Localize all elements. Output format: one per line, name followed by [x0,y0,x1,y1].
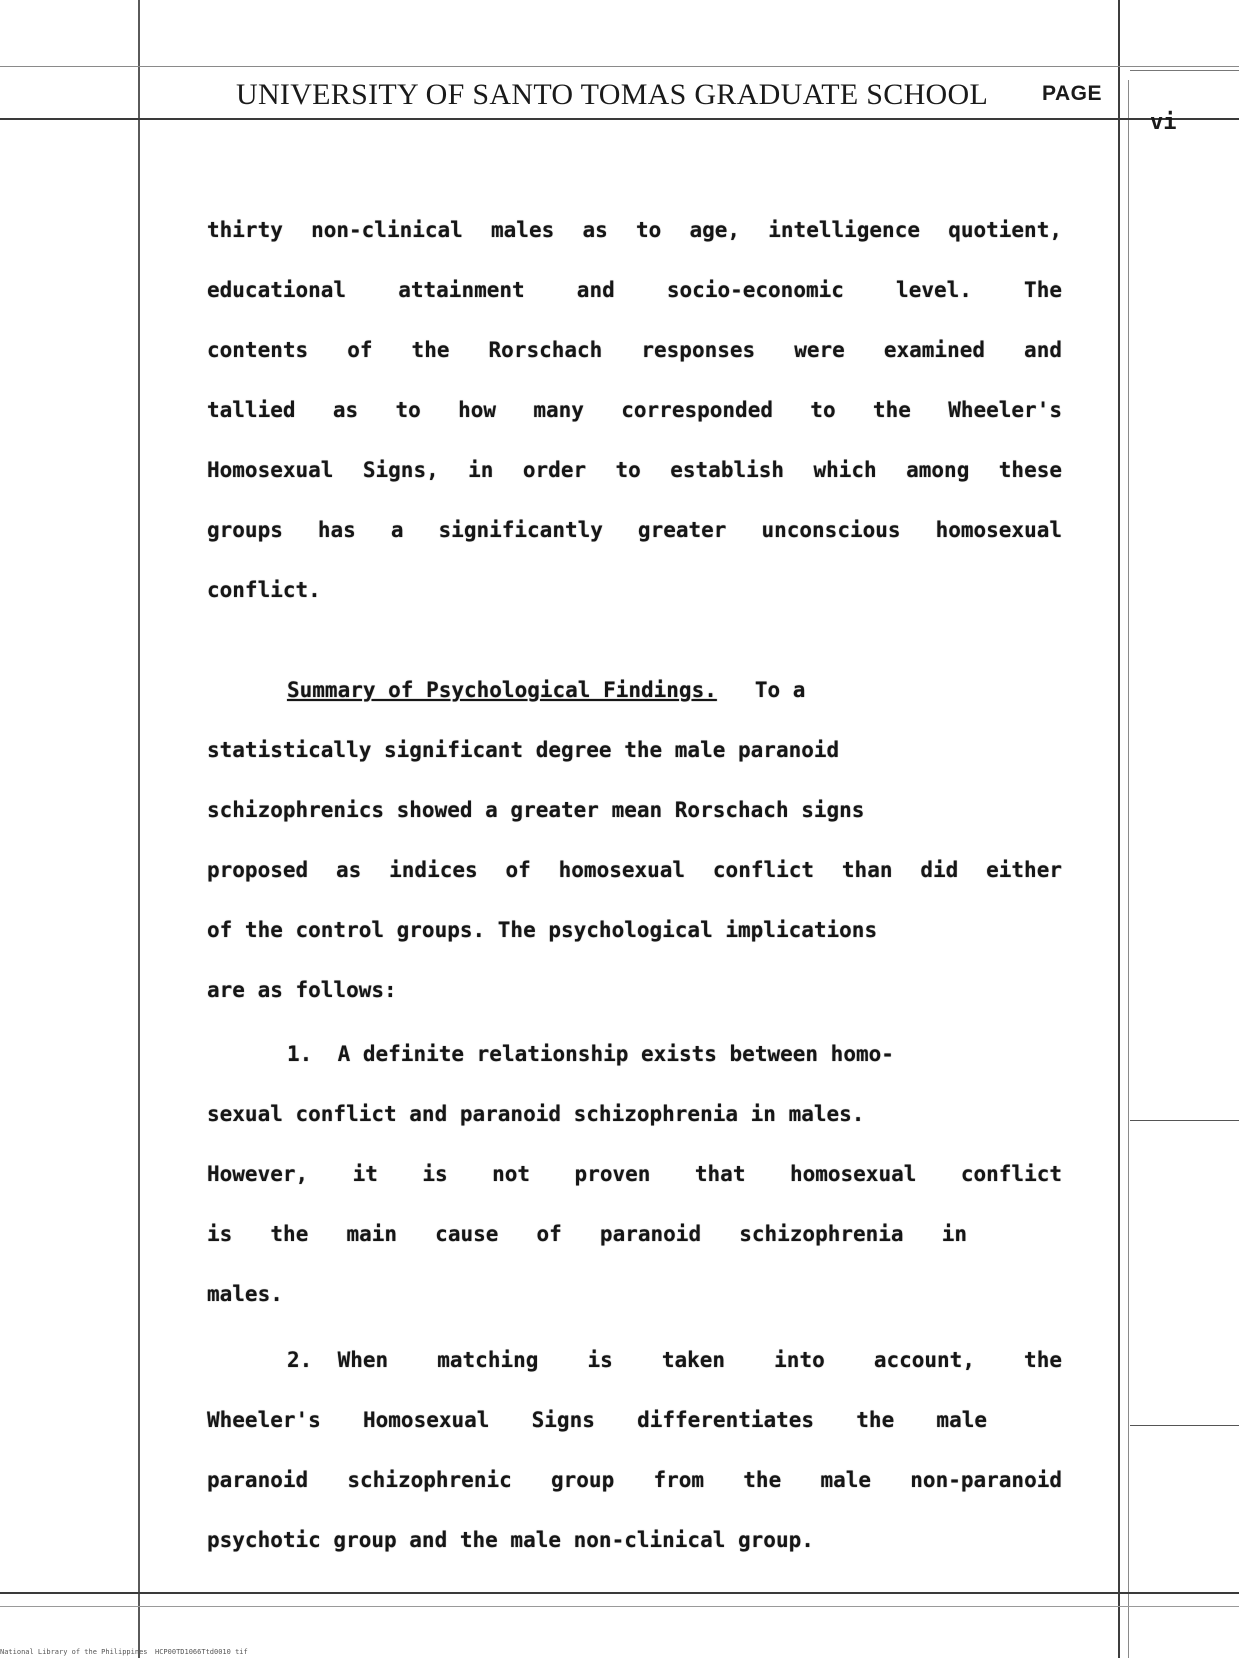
text-line: psychotic group and the male non-clinical group. [207,1528,814,1552]
section-heading: Summary of Psychological Findings. [287,678,717,702]
scan-border-edge [1128,80,1129,1658]
footer-file-id: HCP00TD1066Ttd0010 tif [155,1648,248,1656]
margin-mark-1 [1130,1120,1239,1121]
text-line: is the main cause of paranoid schizophrenia in [207,1222,967,1246]
text-line: groups has a significantly greater unconscious homosexual [207,518,1062,542]
summary-first-line [207,660,1062,720]
paragraph-methods [207,200,1062,620]
item-number: 2. [287,1348,313,1372]
item-first-line [207,1330,1062,1390]
scan-rule-top [0,66,1239,67]
item-first-line [207,1024,1062,1084]
text-line: sexual conflict and paranoid schizophrenia in males. [207,1102,865,1126]
text-line: thirty non-clinical males as to age, intelligence quotient, [207,218,1062,242]
scan-rule-bottom [0,1592,1239,1594]
header-rule [0,118,1239,120]
scan-rule-bottom-secondary [0,1606,1239,1607]
scan-border-left [138,0,140,1658]
paragraph-summary [207,660,1062,1020]
item-number: 1. [287,1042,313,1066]
text-line: males. [207,1282,283,1306]
finding-item-1 [207,1024,1062,1324]
text-fragment: To a [754,678,806,702]
text-fragment: A definite relationship exists between homo- [337,1042,894,1066]
page-header-title: UNIVERSITY OF SANTO TOMAS GRADUATE SCHOOL [236,78,989,111]
scan-border-right [1118,0,1120,1658]
page-number: vi [1150,110,1177,135]
text-line: However, it is not proven that homosexual conflict [207,1162,1062,1186]
text-line: of the control groups. The psychological implications [207,918,878,942]
margin-mark-2 [1130,1425,1239,1426]
text-line: schizophrenics showed a greater mean Rorschach signs [207,798,865,822]
text-line: contents of the Rorschach responses were examined and [207,338,1062,362]
text-line: educational attainment and socio-economic level. The [207,278,1062,302]
text-line: paranoid schizophrenic group from the male non-paranoid [207,1468,1062,1492]
margin-mark-3 [1130,70,1239,71]
text-line: statistically significant degree the male paranoid [207,738,840,762]
finding-item-2 [207,1330,1062,1570]
text-fragment: When matching is taken into account, the [337,1348,1062,1372]
text-line: proposed as indices of homosexual conflict than did either [207,858,1062,882]
text-line: tallied as to how many corresponded to the Wheeler's [207,398,1062,422]
footer-library-credit: National Library of the Philippines [0,1648,148,1656]
text-line: Wheeler's Homosexual Signs differentiates the male [207,1408,987,1432]
text-line: Homosexual Signs, in order to establish which among these [207,458,1062,482]
page-label: PAGE [1042,82,1102,105]
text-line: are as follows: [207,978,397,1002]
text-line: conflict. [207,578,321,602]
